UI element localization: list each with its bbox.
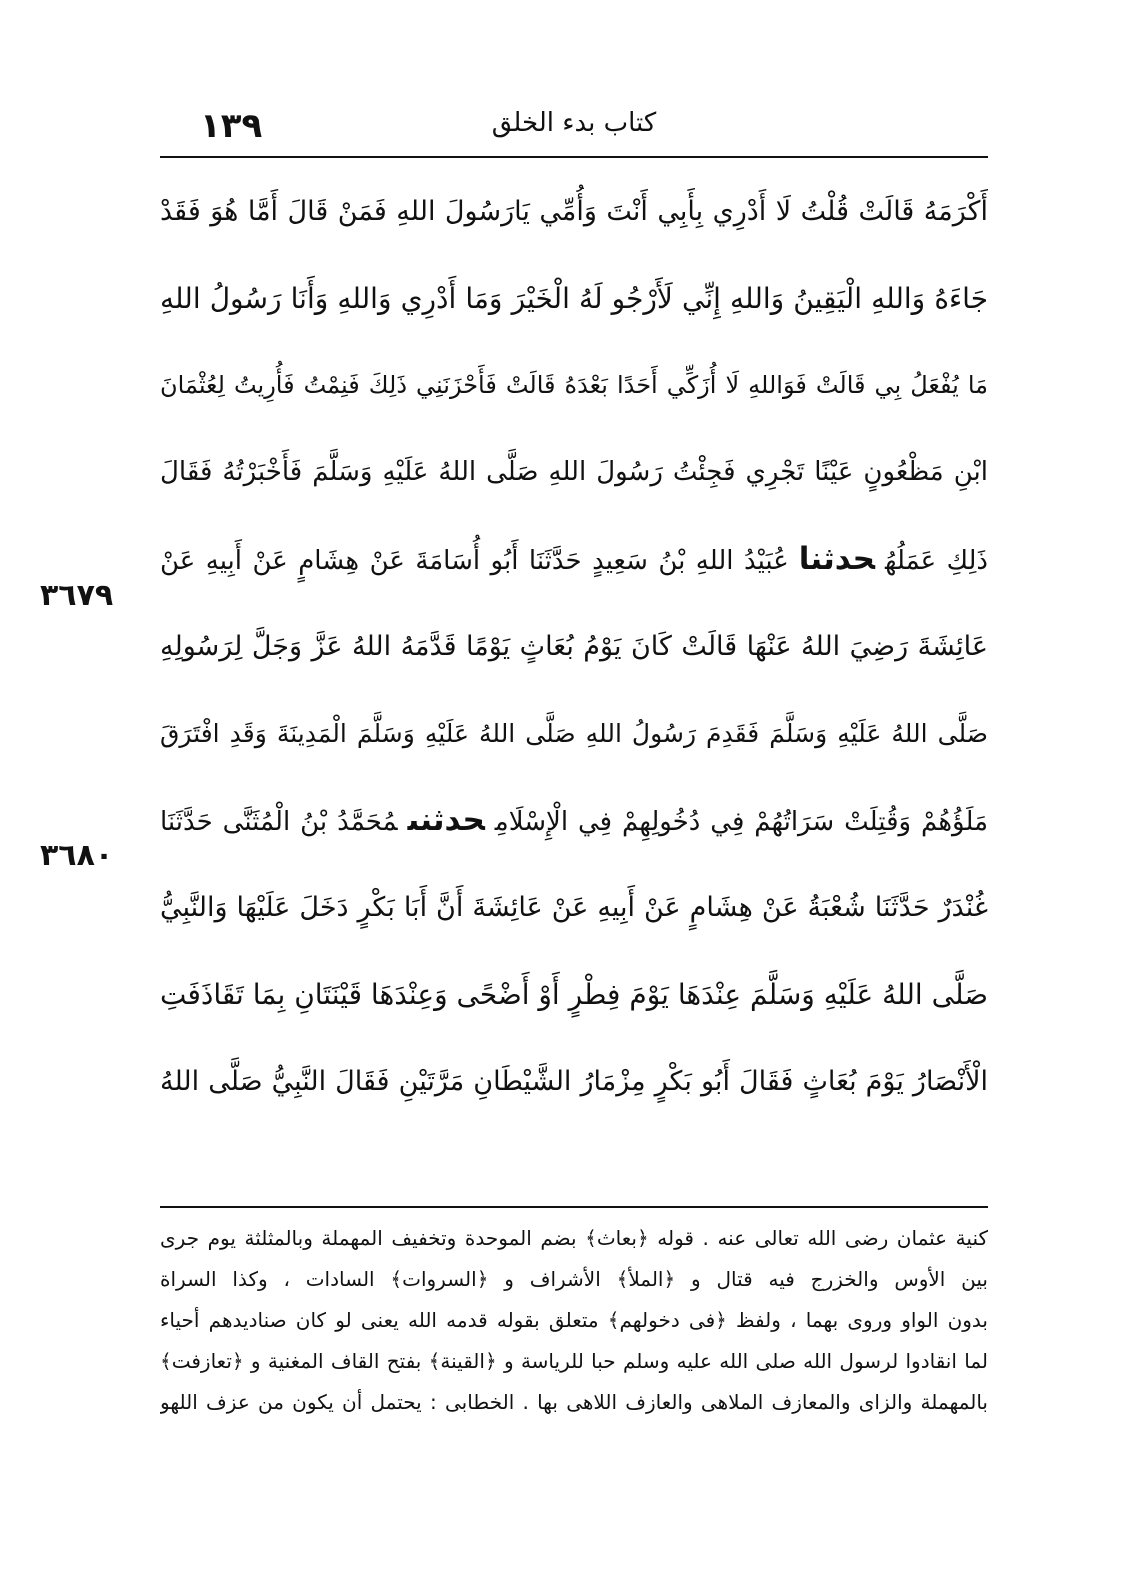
footnote-line: كنية عثمان رضى الله تعالى عنه . قوله ﴿بعاث﴾ بضم الموحدة وتخفيف المهملة وبالمثلثة يوم جرى	[160, 1226, 988, 1250]
page-number: ١٣٩	[200, 106, 263, 146]
text-line: جَاءَهُ وَاللهِ الْيَقِينُ وَاللهِ إِنِّي لَأَرْجُو لَهُ الْخَيْرَ وَمَا أَدْرِي وَاللهِ وَأَنَا رَسُولُ اللهِ	[160, 282, 988, 315]
text-line: الْأَنْصَارُ يَوْمَ بُعَاثٍ فَقَالَ أَبُو بَكْرٍ مِزْمَارُ الشَّيْطَانِ مَرَّتَيْنِ فَقَالَ النَّبِيُّ صَلَّى اللهُ	[160, 1066, 988, 1097]
header-rule	[160, 156, 988, 158]
footnote-line: بالمهملة والزاى والمعازف الملاهى والعازف اللاهى بها . الخطابى : يحتمل أن يكون من عزف اللهو	[160, 1390, 988, 1414]
footnote	[160, 1218, 988, 1423]
main-text	[160, 168, 988, 1125]
text-line: صَلَّى اللهُ عَلَيْهِ وَسَلَّمَ عِنْدَهَا يَوْمَ فِطْرٍ أَوْ أَضْحًى وَعِنْدَهَا قَيْنَتَانِ بِمَا تَقَاذَفَتِ	[160, 978, 988, 1011]
page-header	[160, 100, 988, 156]
running-title: كتاب بدء الخلق	[491, 108, 657, 138]
text-line: ابْنِ مَظْعُونٍ عَيْنًا تَجْرِي فَجِئْتُ رَسُولَ اللهِ صَلَّى اللهُ عَلَيْهِ وَسَلَّمَ فَأَخْبَرْتُهُ فَقَالَ	[160, 457, 988, 487]
hadith-number: ٣٦٨٠	[40, 838, 114, 873]
text-line: مَلَؤُهُمْ وَقُتِلَتْ سَرَاتُهُمْ فِي دُخُولِهِمْ فِي الْإِسْلَامِحدثنىمُحَمَّدُ بْنُ الْمُثَنَّى حَدَّثَنَا	[160, 802, 988, 838]
text-line: ذَلِكِ عَمَلُهُحدثناعُبَيْدُ اللهِ بْنُ سَعِيدٍ حَدَّثَنَا أَبُو أُسَامَةَ عَنْ هِشَامٍ عَنْ أَبِيهِ عَنْ	[160, 541, 988, 577]
text-line: أَكْرَمَهُ قَالَتْ قُلْتُ لَا أَدْرِي بِأَبِي أَنْتَ وَأُمِّي يَارَسُولَ اللهِ فَمَنْ قَالَ أَمَّا هُوَ فَقَدْ	[160, 196, 988, 227]
text-line: عَائِشَةَ رَضِيَ اللهُ عَنْهَا قَالَتْ كَانَ يَوْمُ بُعَاثٍ يَوْمًا قَدَّمَهُ اللهُ عَزَّ وَجَلَّ لِرَسُولِهِ	[160, 631, 988, 662]
hadith-number: ٣٦٧٩	[40, 578, 114, 613]
text-line: صَلَّى اللهُ عَلَيْهِ وَسَلَّمَ فَقَدِمَ رَسُولُ اللهِ صَلَّى اللهُ عَلَيْهِ وَسَلَّمَ الْمَدِينَةَ وَقَدِ افْتَرَقَ	[160, 719, 988, 748]
text-line: مَا يُفْعَلُ بِي قَالَتْ فَوَاللهِ لَا أُزَكِّي أَحَدًا بَعْدَهُ قَالَتْ فَأَحْزَنَنِي ذَلِكَ فَنِمْتُ فَأُرِيتُ لِعُثْمَانَ	[160, 371, 988, 399]
footnote-line: بدون الواو وروى بهما ، ولفظ ﴿فى دخولهم﴾ متعلق بقوله قدمه الله يعنى لو كان صناديدهم أحياء	[160, 1308, 988, 1332]
footnote-line: لما انقادوا لرسول الله صلى الله عليه وسلم حبا للرياسة و ﴿القينة﴾ بفتح القاف المغنية و ﴿تعازفت﴾	[160, 1349, 988, 1373]
footnote-rule	[160, 1206, 988, 1208]
footnote-line: بين الأوس والخزرج فيه قتال و ﴿الملأ﴾ الأشراف و ﴿السروات﴾ السادات ، وكذا السراة	[160, 1267, 988, 1291]
text-line: غُنْدَرٌ حَدَّثَنَا شُعْبَةُ عَنْ هِشَامٍ عَنْ أَبِيهِ عَنْ عَائِشَةَ أَنَّ أَبَا بَكْرٍ دَخَلَ عَلَيْهَا وَالنَّبِيُّ	[160, 892, 988, 923]
narration-keyword: حدثنا	[798, 541, 875, 577]
narration-keyword: حدثنى	[407, 802, 485, 838]
